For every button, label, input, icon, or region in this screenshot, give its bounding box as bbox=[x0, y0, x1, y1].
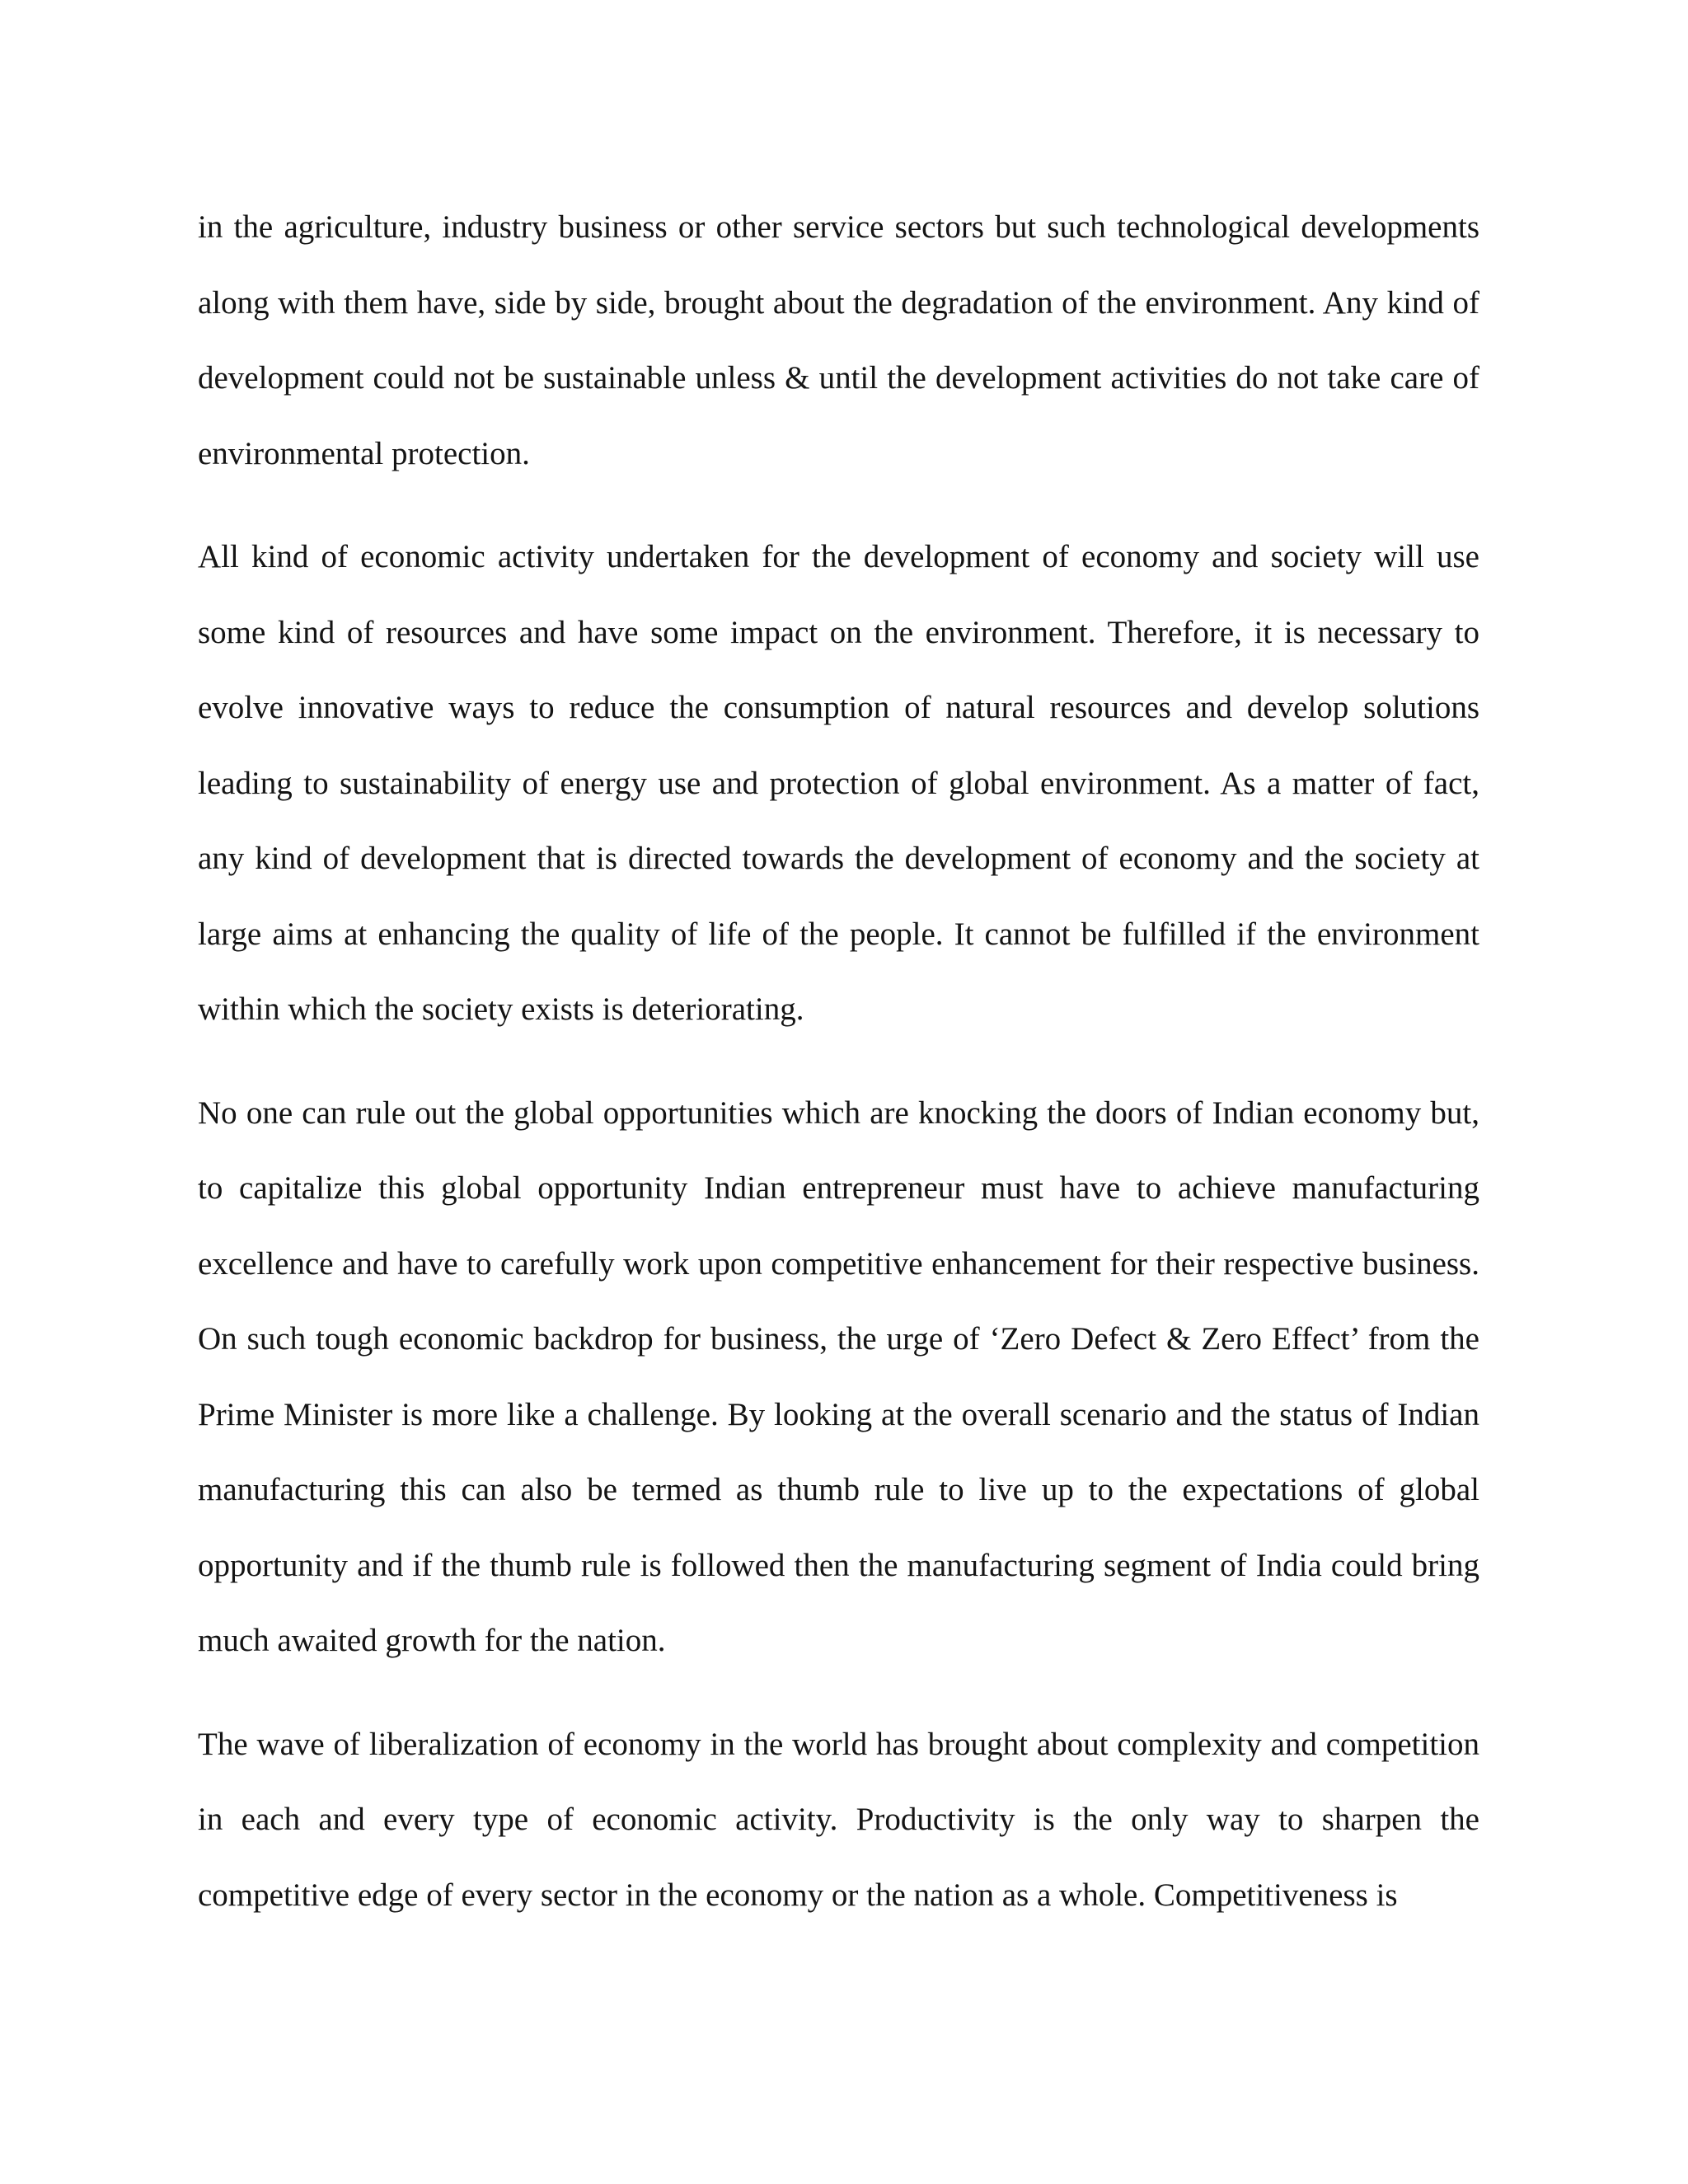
paragraph-4: The wave of liberalization of economy in the world has brought about complexity and competition in each and every type of economic activity. Productivity is the only way to sharpen the competitive edge of every sector in the economy or the nation as a whole. Competitiveness is bbox=[198, 1726, 1479, 1913]
paragraph-1: in the agriculture, industry business or other service sectors but such technological developments along with them have, side by side, brought about the degradation of the environment. Any kind of development could not be sustainable unless & until the development activities do not take care of environmental protection. bbox=[198, 209, 1479, 471]
document-body bbox=[198, 190, 1479, 1933]
paragraph-3: No one can rule out the global opportunities which are knocking the doors of Indian economy but, to capitalize this global opportunity Indian entrepreneur must have to achieve manufacturing excellence and have to carefully work upon competitive enhancement for their respective business. On such tough economic backdrop for business, the urge of ‘Zero Defect & Zero Effect’ from the Prime Minister is more like a challenge. By looking at the overall scenario and the status of Indian manufacturing this can also be termed as thumb rule to live up to the expectations of global opportunity and if the thumb rule is followed then the manufacturing segment of India could bring much awaited growth for the nation. bbox=[198, 1094, 1479, 1658]
paragraph-2: All kind of economic activity undertaken for the development of economy and society will use some kind of resources and have some impact on the environment. Therefore, it is necessary to evolve innovative ways to reduce the consumption of natural resources and develop solutions leading to sustainability of energy use and protection of global environment. As a matter of fact, any kind of development that is directed towards the development of economy and the society at large aims at enhancing the quality of life of the people. It cannot be fulfilled if the environment within which the society exists is deteriorating. bbox=[198, 539, 1479, 1027]
